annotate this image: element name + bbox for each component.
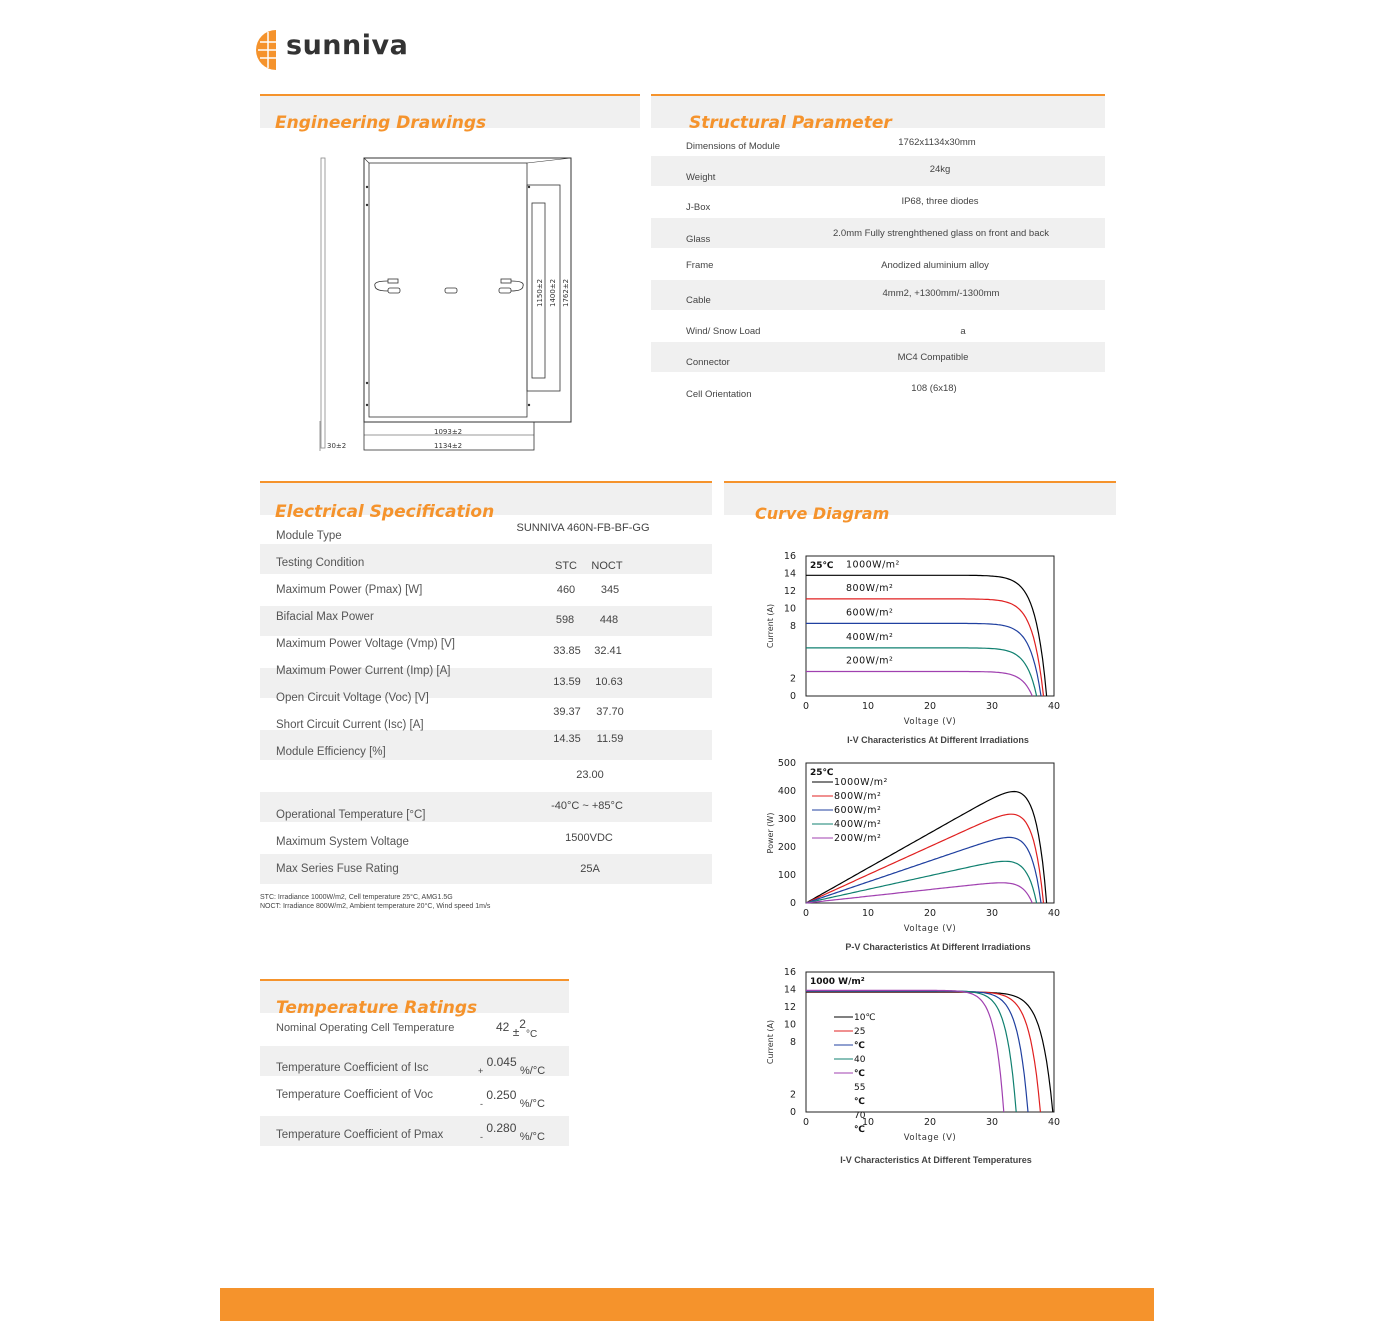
temp-coef-unit: %/°C [519,1065,546,1077]
y-tick-label: 10 [783,603,796,615]
electrical-label: Short Circuit Current (Isc) [A] [276,719,424,731]
legend-label: 55 [854,1083,866,1093]
series-line [806,575,1047,696]
structural-value: 108 (6x18) [911,383,957,394]
temp-coef-label: Temperature Coefficient of Voc [276,1089,434,1101]
max-voltage-label: Maximum System Voltage [276,836,409,848]
x-tick-label: 10 [861,1117,875,1128]
dim-thickness: 30±2 [327,442,347,450]
structural-value: Anodized aluminium alloy [881,260,989,271]
condition-label: 25℃ [810,561,834,571]
engineering-title: Engineering Drawings [275,113,487,133]
temp-coef-value [478,1055,546,1077]
electrical-stc: 39.37 [553,706,581,718]
stc-note: STC: Irradiance 1000W/m2, Cell temperature 25°C, AMG1.5G [260,894,453,901]
max-voltage-value: 1500VDC [565,832,613,844]
stc-header: STC [555,560,577,572]
structural-value: 24kg [929,164,951,175]
chart-caption: P-V Characteristics At Different Irradiations [845,942,1031,952]
fuse-value: 25A [580,863,600,875]
y-tick-label: 0 [789,691,796,702]
brand-name: sunniva [286,30,409,61]
y-axis-label: Power (W) [766,812,775,854]
x-axis-label: Voltage (V) [903,924,957,934]
condition-label: 25℃ [810,768,834,778]
y-tick-label: 8 [789,1037,796,1048]
x-tick-label: 10 [861,701,875,712]
electrical-label: Maximum Power Voltage (Vmp) [V] [276,638,455,650]
electrical-stc: 33.85 [553,645,581,657]
x-tick-label: 10 [861,908,875,919]
dim-w-inner: 1093±2 [434,428,463,436]
temp-coef-sign: + [478,1066,484,1076]
y-tick-label: 300 [777,814,796,825]
plot-frame [806,972,1054,1112]
x-tick-label: 30 [985,701,999,712]
x-tick-label: 40 [1047,1117,1061,1128]
x-tick-label: 0 [802,1117,810,1128]
structural-label: Cable [686,295,711,306]
y-tick-label: 14 [783,984,796,996]
dim-w-outer: 1134±2 [434,442,463,450]
structural-value: 4mm2, +1300mm/-1300mm [882,288,1000,299]
legend-label: 200W/m² [834,833,882,844]
y-tick-label: 0 [789,898,796,909]
op-temp-value: -40°C ~ +85°C [551,800,623,812]
legend-label: 800W/m² [846,582,894,594]
structural-label: J-Box [686,202,711,213]
electrical-label: Bifacial Max Power [276,611,374,623]
temp-coef-number: 0.045 [486,1055,517,1069]
electrical-noct: 448 [599,614,619,626]
y-tick-label: 2 [789,1089,796,1101]
footer-bar [220,1288,1154,1321]
chart-caption: I-V Characteristics At Different Temperatures [840,1155,1032,1165]
temperature-title: Temperature Ratings [276,998,478,1018]
series-line [806,991,1028,1112]
fuse-label: Max Series Fuse Rating [276,863,399,875]
structural-value: IP68, three diodes [901,196,979,207]
electrical-stc: 13.59 [553,676,581,688]
y-tick-label: 12 [783,1002,796,1013]
structural-label: Frame [686,260,714,271]
legend-label: 600W/m² [846,607,894,619]
electrical-stc: 598 [555,614,575,626]
structural-title: Structural Parameter [689,113,892,133]
legend-label: 400W/m² [834,819,882,830]
iv-temperature-chart [760,966,1080,1156]
electrical-noct: 32.41 [594,645,622,657]
structural-label: Wind/ Snow Load [686,326,761,337]
chart-caption: I-V Characteristics At Different Irradiations [847,735,1029,745]
x-tick-label: 0 [802,908,810,919]
brand-logo [256,28,416,72]
legend-label: 1000W/m² [834,777,888,788]
y-tick-label: 2 [789,673,796,685]
series-line [806,837,1041,903]
noct-temp-value [496,1017,538,1040]
temp-coef-sign: - [480,1099,483,1109]
x-tick-label: 0 [802,701,810,712]
electrical-noct: 10.63 [595,676,623,688]
legend-label: ℃ [854,1097,865,1107]
legend-label: 40 [854,1055,866,1065]
y-tick-label: 0 [789,1107,796,1118]
module-type-label: Module Type [276,530,342,542]
y-tick-label: 200 [777,842,796,853]
series-line [806,672,1032,697]
efficiency-label: Module Efficiency [%] [276,746,386,758]
module-type-value: SUNNIVA 460N-FB-BF-GG [516,522,650,534]
series-line [806,990,1004,1112]
x-tick-label: 30 [985,1117,999,1128]
structural-value: 2.0mm Fully strenghthened glass on front and back [833,228,1049,239]
x-tick-label: 30 [985,908,999,919]
temp-coef-value [480,1121,545,1143]
dim-h1: 1150±2 [536,278,544,307]
y-axis-label: Current (A) [766,1019,775,1065]
x-tick-label: 40 [1047,701,1061,712]
series-line [806,861,1037,903]
noct-temp-unit: °C [525,1029,538,1040]
legend-label: 400W/m² [846,631,894,643]
y-tick-label: 16 [783,551,796,562]
legend-label: 10℃ [854,1013,876,1023]
temp-coef-number: 0.250 [486,1088,517,1102]
efficiency-value: 23.00 [576,769,604,781]
structural-label: Connector [686,357,730,368]
structural-band [651,280,1105,310]
iv-irradiance-chart [760,550,1080,750]
legend-label: 600W/m² [834,805,882,816]
temp-coef-unit: %/°C [519,1098,545,1110]
electrical-label: Open Circuit Voltage (Voc) [V] [276,692,429,704]
structural-label: Glass [686,234,711,245]
y-tick-label: 500 [777,758,796,769]
electrical-stc: 460 [556,584,576,596]
structural-value: 1762x1134x30mm [898,137,976,148]
series-line [806,992,1040,1112]
electrical-noct: 11.59 [596,733,624,745]
noct-temp-pm: ± [512,1025,520,1039]
noct-temp-tol: 2 [519,1017,526,1031]
x-tick-label: 20 [923,701,937,712]
y-tick-label: 10 [783,1019,796,1031]
electrical-noct: 37.70 [596,706,624,718]
y-tick-label: 100 [777,870,796,881]
noct-header: NOCT [591,560,623,572]
condition-label: 1000 W/m² [810,977,865,987]
series-line [806,623,1041,696]
plot-frame [806,556,1054,696]
y-tick-label: 8 [789,621,796,632]
temp-coef-number: 0.280 [486,1121,517,1135]
noct-temp-number: 42 [496,1020,510,1034]
electrical-noct: 345 [600,584,620,596]
series-line [806,992,1053,1112]
legend-label: ℃ [854,1125,865,1135]
legend-label: ℃ [854,1041,865,1051]
legend-label: 200W/m² [846,655,894,667]
noct-note: NOCT: Irradiance 800W/m2, Ambient temperature 20°C, Wind speed 1m/s [260,903,491,910]
legend-label: 1000W/m² [846,559,900,571]
temp-coef-unit: %/°C [519,1131,545,1143]
legend-label: 25 [854,1027,866,1037]
y-tick-label: 16 [783,967,796,978]
x-axis-label: Voltage (V) [903,1133,957,1143]
op-temp-label: Operational Temperature [°C] [276,809,426,821]
structural-label: Cell Orientation [686,389,752,400]
electrical-title: Electrical Specification [275,502,495,522]
pv-irradiance-chart [760,757,1080,957]
testing-condition-label: Testing Condition [276,557,365,569]
temp-coef-label: Temperature Coefficient of Pmax [276,1129,444,1141]
noct-temp-label: Nominal Operating Cell Temperature [276,1022,455,1034]
temp-coef-sign: - [480,1132,483,1142]
y-axis-label: Current (A) [766,603,775,649]
legend-label: ℃ [854,1069,865,1079]
electrical-label: Maximum Power Current (Imp) [A] [276,665,451,677]
curve-title: Curve Diagram [755,504,890,523]
y-tick-label: 14 [783,568,796,580]
structural-value: a [960,326,966,337]
x-tick-label: 20 [923,1117,937,1128]
electrical-stc: 14.35 [553,733,581,745]
legend-label: 800W/m² [834,791,882,802]
y-tick-label: 12 [783,586,796,597]
temp-coef-label: Temperature Coefficient of Isc [276,1062,429,1074]
series-line [806,883,1032,903]
x-tick-label: 20 [923,908,937,919]
structural-label: Weight [686,172,716,183]
temp-coef-value [480,1088,545,1110]
x-tick-label: 40 [1047,908,1061,919]
module-drawing [315,155,580,455]
dim-h3: 1762±2 [562,278,570,307]
dim-h2: 1400±2 [549,278,557,307]
structural-label: Dimensions of Module [686,141,780,152]
electrical-label: Maximum Power (Pmax) [W] [276,584,423,596]
legend-label: 70 [854,1111,866,1121]
series-line [806,991,1016,1112]
x-axis-label: Voltage (V) [903,717,957,727]
structural-value: MC4 Compatible [897,352,969,363]
y-tick-label: 400 [777,786,796,797]
structural-band [651,156,1105,186]
